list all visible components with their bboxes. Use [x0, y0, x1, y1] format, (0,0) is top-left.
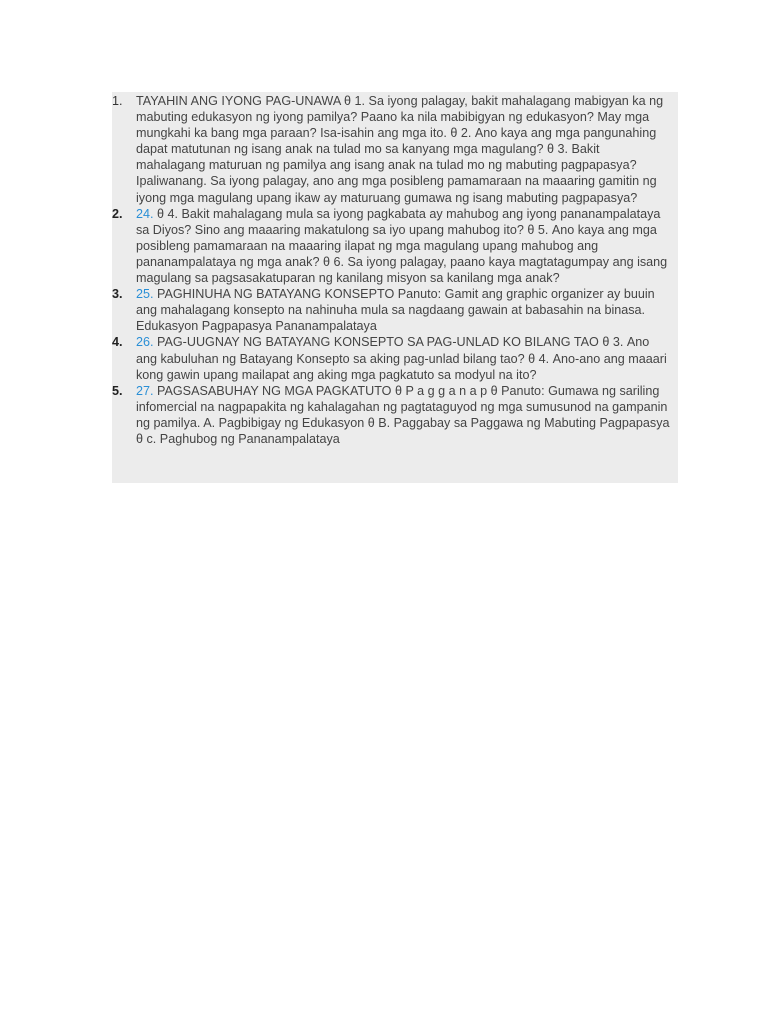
item-number: 1.	[112, 94, 123, 108]
item-text: θ 4. Bakit mahalagang mula sa iyong pagkabata ay mahubog ang iyong pananampalataya sa Diyos? Sino ang maaaring makatulong sa iyo upang mahubog ito? θ 5. Ano kaya ang mga posibleng pamamaraan na maaaring ilapat ng mga magulang upang mahubog ang pananampalataya ng mga anak? θ 6. Sa iyong palagay, paano kaya magtatagumpay ang isang magulang sa pagsasakatuparan ng kanilang misyon sa kanilang mga anak?	[136, 206, 668, 286]
item-text: PAGHINUHA NG BATAYANG KONSEPTO Panuto: Gamit ang graphic organizer ay buuin ang mahalagang konsepto na nahinuha mula sa nagdaang gawain at babasahin na binasa. Edukasyon Pagpapasya Pananampalataya	[136, 287, 655, 334]
list-item	[112, 206, 672, 286]
item-link[interactable]: 27.	[136, 383, 154, 398]
item-number: 4.	[112, 335, 123, 350]
list-item	[112, 286, 672, 334]
list-item	[112, 383, 672, 447]
item-number: 5.	[112, 383, 123, 398]
item-text: TAYAHIN ANG IYONG PAG-UNAWA θ 1. Sa iyong palagay, bakit mahalagang mabigyan ka ng mabuting edukasyon ng iyong pamilya? Paano ka nila mabibigyan ng edukasyon? May mga mungkahi ka bang mga paraan? Isa-isahin ang mga ito. θ 2. Ano kaya ang mga pangunahing dapat matutunan ng isang anak na tulad mo sa kanyang mga magulang? θ 3. Bakit mahalagang maturuan ng pamilya ang isang anak na tulad mo ng mabuting pagpapasya? Ipaliwanang. Sa iyong palagay, ano ang mga posibleng pamamaraan na maaaring gamitin ng iyong mga magulang upang ikaw ay maturuang gumawa ng isang mabuting pagpapasya?	[136, 94, 664, 205]
item-text: PAG-UUGNAY NG BATAYANG KONSEPTO SA PAG-UNLAD KO BILANG TAO θ 3. Ano ang kabuluhan ng Batayang Konsepto sa aking pag-unlad bilang tao? θ 4. Ano-ano ang maaari kong gawin upang mailapat ang aking mga pagkatuto sa modyul na ito?	[136, 335, 667, 382]
list-item	[112, 334, 672, 382]
item-number: 3.	[112, 287, 123, 302]
item-link[interactable]: 24.	[136, 206, 154, 221]
numbered-list	[112, 93, 672, 447]
item-number: 2.	[112, 206, 123, 221]
list-item	[112, 93, 672, 206]
item-link[interactable]: 25.	[136, 287, 154, 302]
item-text: PAGSASABUHAY NG MGA PAGKATUTO θ P a g g a n a p θ Panuto: Gumawa ng sariling infomercial na nagpapakita ng kahalagahan ng pagtataguyod ng mga sumusunod na gampanin ng pamilya. A. Pagbibigay ng Edukasyon θ B. Paggabay sa Paggawa ng Mabuting Pagpapasya θ c. Paghubog ng Pananampalataya	[136, 383, 670, 446]
item-link[interactable]: 26.	[136, 335, 154, 350]
